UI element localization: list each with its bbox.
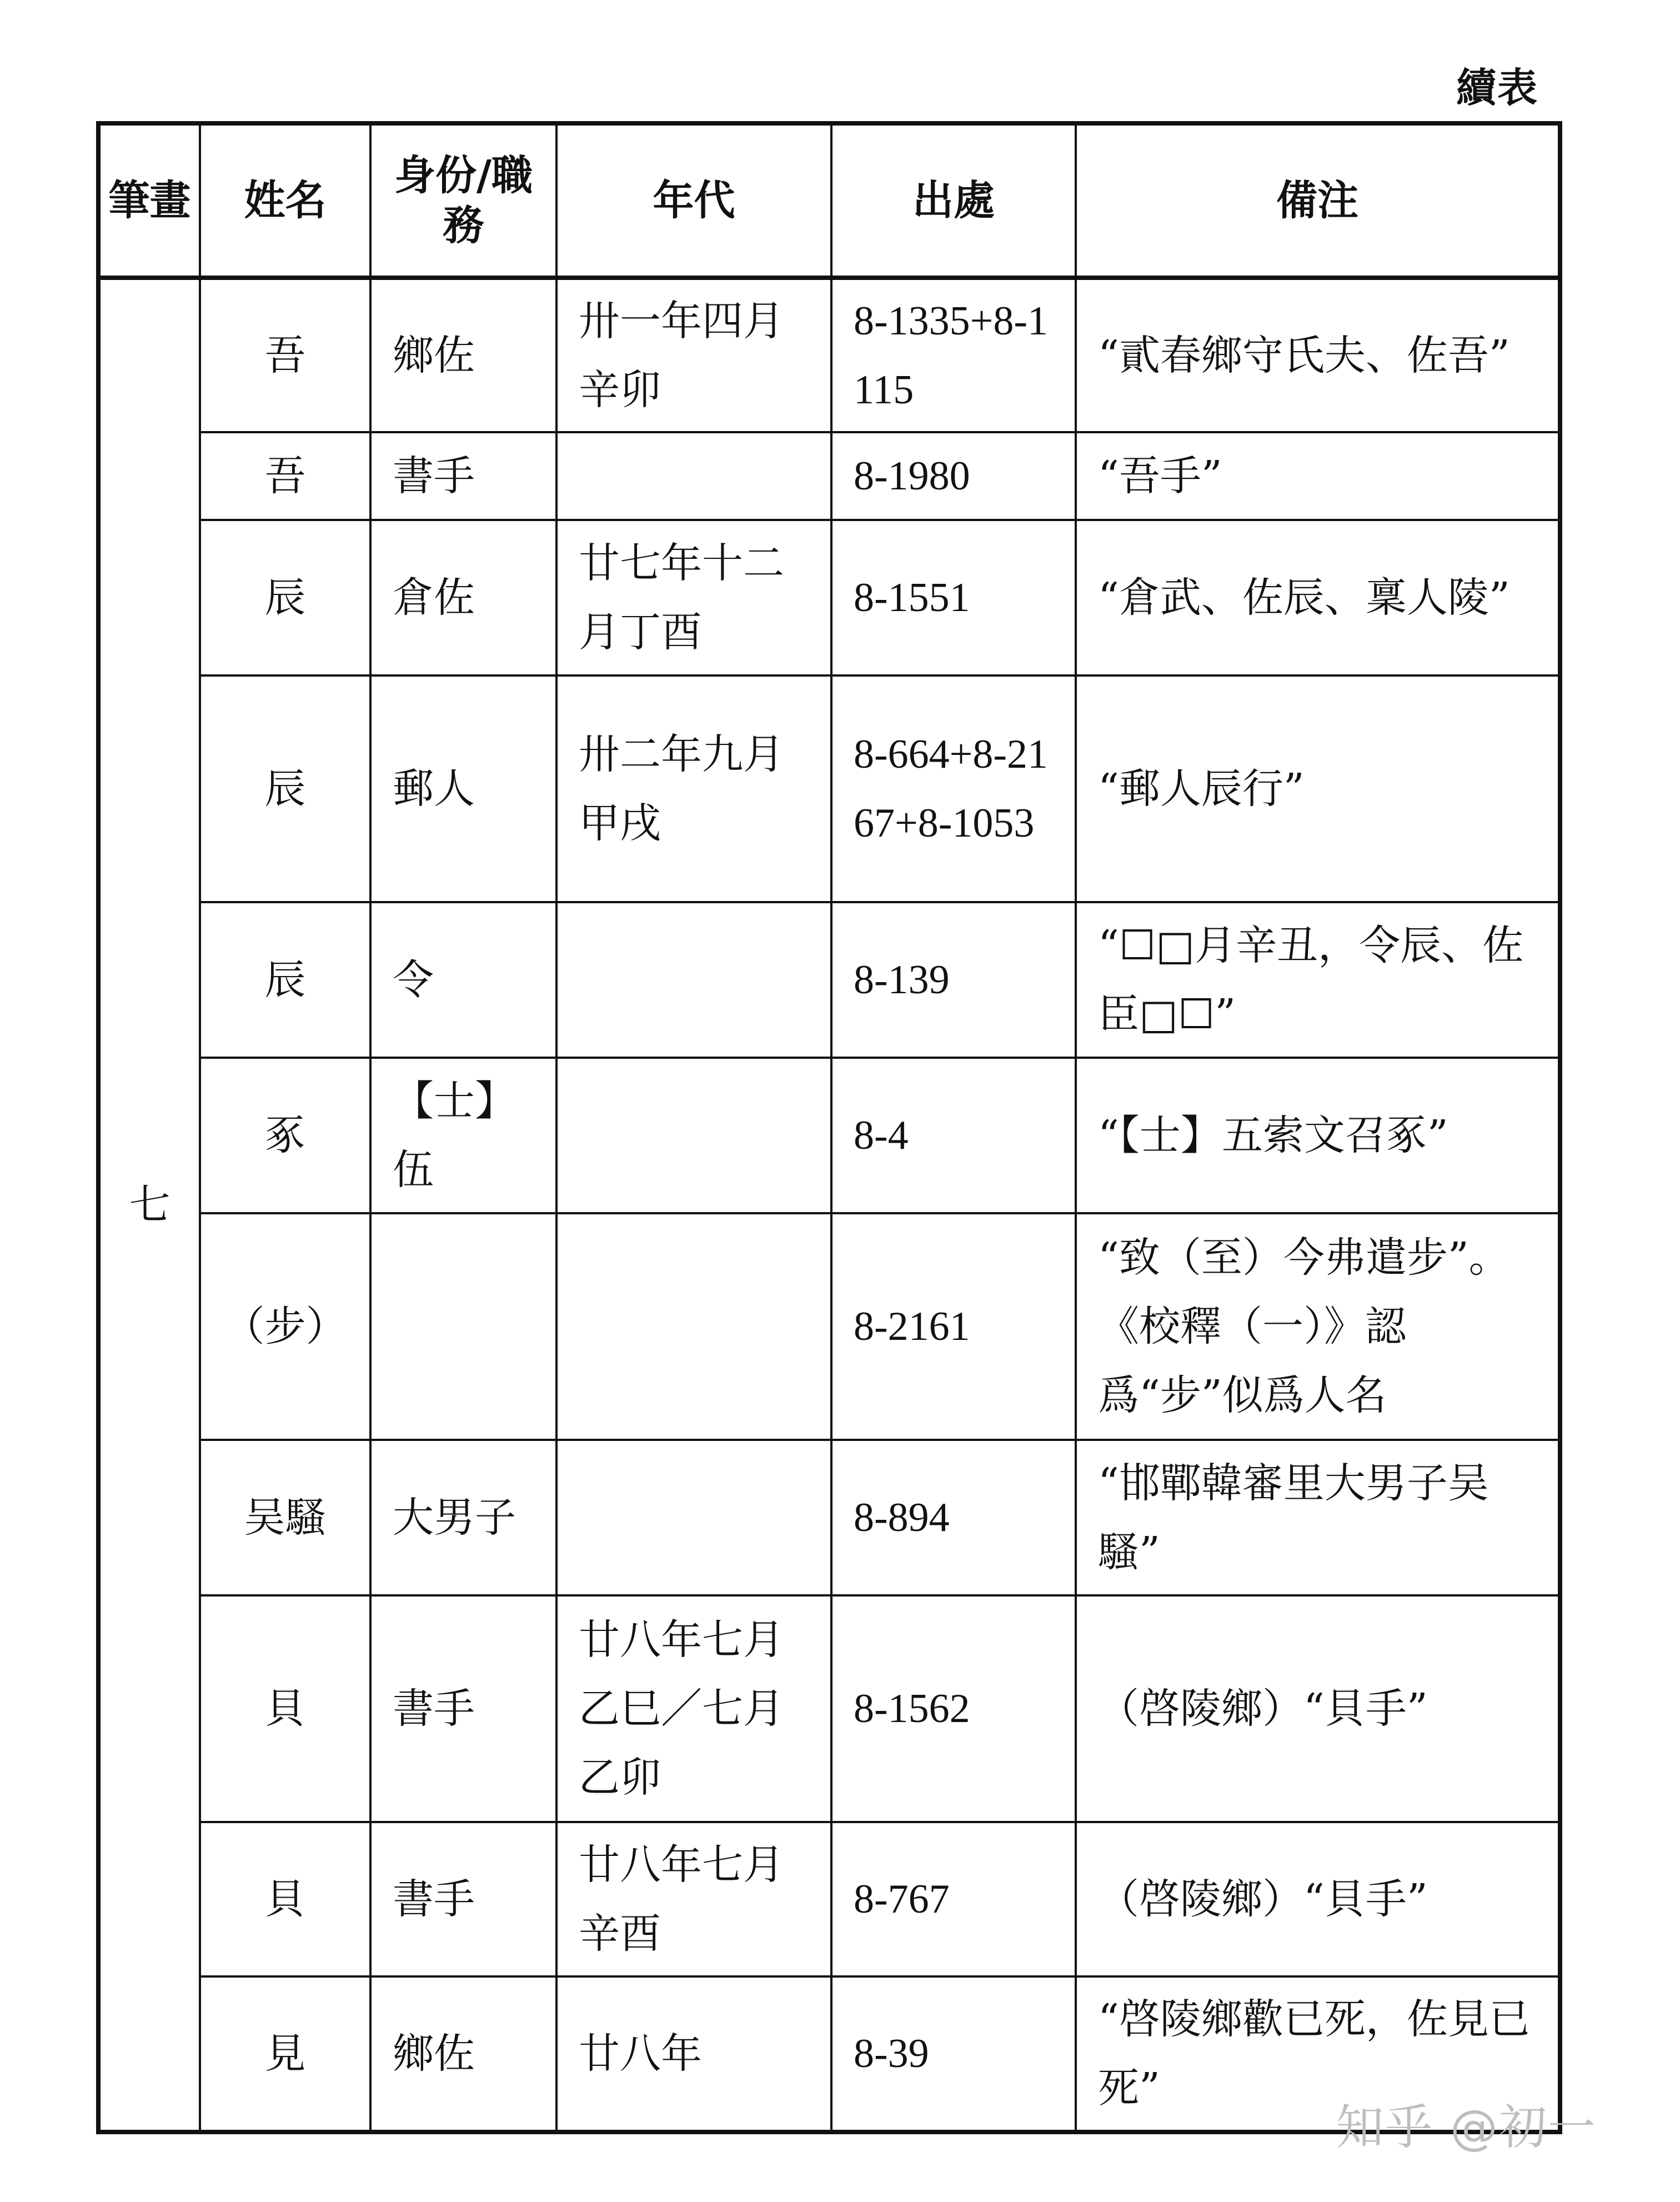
table-row [98, 432, 1560, 520]
role-cell: 大男子 [370, 1440, 556, 1595]
header-name: 姓名 [200, 123, 370, 278]
name-cell: 見 [200, 1976, 370, 2132]
table-row [98, 1822, 1560, 1976]
source-cell: 8-1980 [831, 432, 1076, 520]
header-role: 身份/職務 [370, 123, 556, 278]
source-cell: 8-4 [831, 1058, 1076, 1213]
role-cell: 鄉佐 [370, 1976, 556, 2132]
source-cell: 8-1335+8-1115 [831, 278, 1076, 432]
watermark: 知乎 @初一 [1336, 2100, 1597, 2155]
date-cell: 卅一年四月辛卯 [556, 278, 831, 432]
note-cell: （啓陵鄉）“貝手” [1076, 1822, 1560, 1976]
header-stroke-count: 筆畫 [98, 123, 200, 278]
note-cell: “【士】五索文召豖” [1076, 1058, 1560, 1213]
role-cell: 鄉佐 [370, 278, 556, 432]
name-cell: （步） [200, 1213, 370, 1440]
date-cell: 廿八年七月乙巳／七月乙卯 [556, 1595, 831, 1822]
name-cell: 辰 [200, 520, 370, 675]
role-cell: 【士】伍 [370, 1058, 556, 1213]
date-cell: 廿八年 [556, 1976, 831, 2132]
table-row [98, 278, 1560, 432]
header-note: 備注 [1076, 123, 1560, 278]
name-cell: 豖 [200, 1058, 370, 1213]
header-source: 出處 [831, 123, 1076, 278]
name-cell: 吴騷 [200, 1440, 370, 1595]
table-row [98, 1213, 1560, 1440]
note-cell: “☐□月辛丑，令辰、佐臣□☐” [1076, 902, 1560, 1058]
note-cell: “吾手” [1076, 432, 1560, 520]
note-cell: “倉武、佐辰、稟人陵” [1076, 520, 1560, 675]
name-cell: 辰 [200, 902, 370, 1058]
date-cell [556, 1213, 831, 1440]
source-cell: 8-664+8-2167+8-1053 [831, 675, 1076, 902]
role-cell: 書手 [370, 1595, 556, 1822]
role-cell: 令 [370, 902, 556, 1058]
source-cell: 8-39 [831, 1976, 1076, 2132]
name-cell: 吾 [200, 432, 370, 520]
date-cell [556, 1440, 831, 1595]
date-cell [556, 902, 831, 1058]
role-cell: 郵人 [370, 675, 556, 902]
role-cell [370, 1213, 556, 1440]
official-names-table [96, 121, 1562, 2134]
date-cell [556, 432, 831, 520]
role-cell: 倉佐 [370, 520, 556, 675]
table-row [98, 1595, 1560, 1822]
header-row [98, 123, 1560, 278]
note-cell: “貳春鄉守氏夫、佐吾” [1076, 278, 1560, 432]
note-cell: “邯鄲韓審里大男子吴騷” [1076, 1440, 1560, 1595]
table-row [98, 1058, 1560, 1213]
source-cell: 8-1562 [831, 1595, 1076, 1822]
date-cell: 廿七年十二月丁酉 [556, 520, 831, 675]
table-row [98, 520, 1560, 675]
note-cell: “致（至）今弗遣步”。《校釋（一）》認爲“步”似爲人名 [1076, 1213, 1560, 1440]
date-cell: 廿八年七月辛酉 [556, 1822, 831, 1976]
table-row [98, 1440, 1560, 1595]
role-cell: 書手 [370, 1822, 556, 1976]
note-cell: “啓陵鄉歡已死，佐見已死” [1076, 1976, 1560, 2132]
note-cell: “郵人辰行” [1076, 675, 1560, 902]
stroke-count-group: 七 [98, 278, 200, 2132]
header-date: 年代 [556, 123, 831, 278]
name-cell: 貝 [200, 1595, 370, 1822]
role-cell: 書手 [370, 432, 556, 520]
date-cell [556, 1058, 831, 1213]
source-cell: 8-1551 [831, 520, 1076, 675]
table-row [98, 902, 1560, 1058]
name-cell: 吾 [200, 278, 370, 432]
name-cell: 辰 [200, 675, 370, 902]
table-row [98, 675, 1560, 902]
continued-table-label: 續表 [1456, 64, 1538, 111]
source-cell: 8-139 [831, 902, 1076, 1058]
name-cell: 貝 [200, 1822, 370, 1976]
source-cell: 8-767 [831, 1822, 1076, 1976]
date-cell: 卅二年九月甲戌 [556, 675, 831, 902]
source-cell: 8-2161 [831, 1213, 1076, 1440]
note-cell: （啓陵鄉）“貝手” [1076, 1595, 1560, 1822]
source-cell: 8-894 [831, 1440, 1076, 1595]
